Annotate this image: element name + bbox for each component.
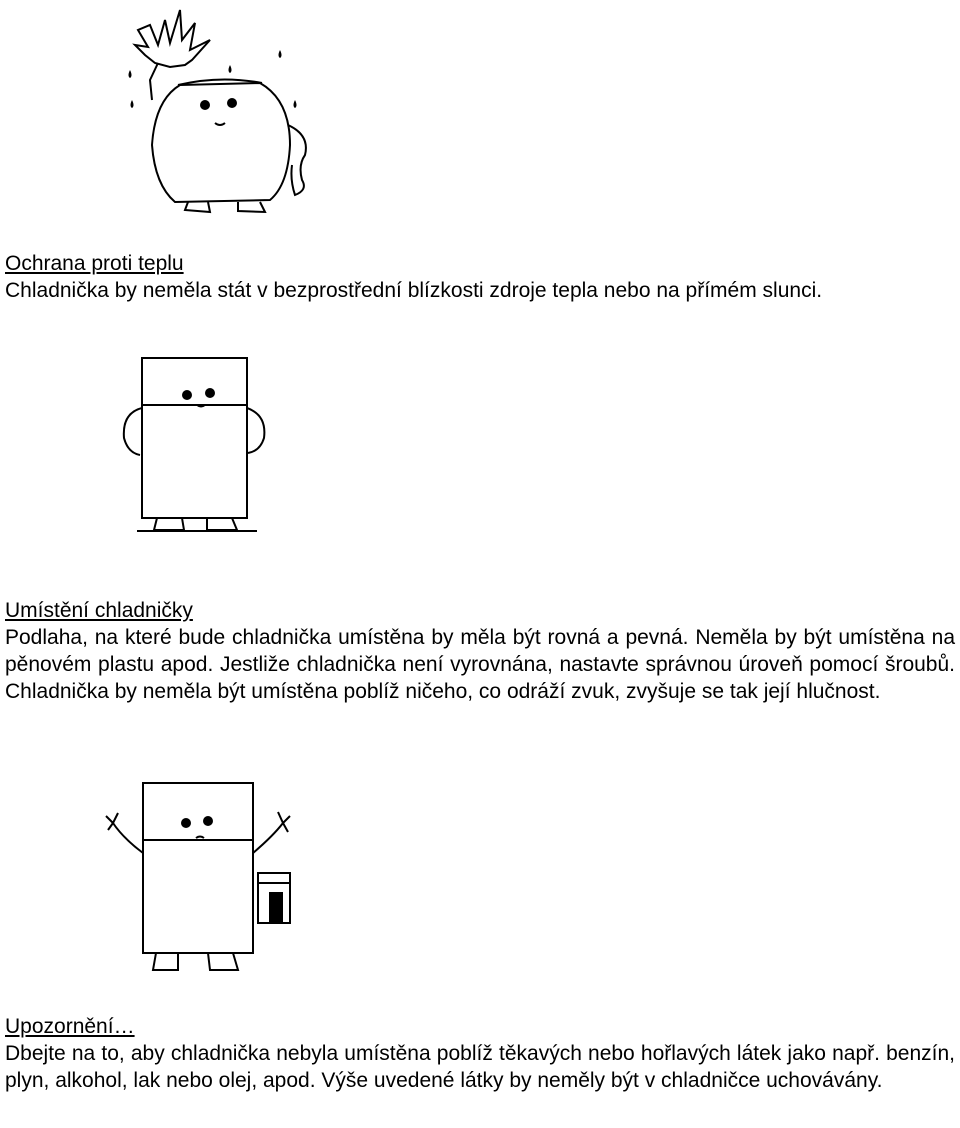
section-heading: Umístění chladničky — [5, 599, 193, 622]
section-heat — [5, 250, 955, 304]
section-heading: Upozornění… — [5, 1015, 135, 1038]
fridge-near-flammables-icon — [98, 778, 308, 983]
section-text: Chladnička by neměla stát v bezprostřední blízkosti zdroje tepla nebo na přímém slunci. — [5, 279, 823, 302]
section-text: Podlaha, na které bude chladnička umístěna by měla být rovná a pevná. Neměla by být umístěna na pěnovém plastu apod. Jestliže chladnička není vyrovnána, nastavte správnou úroveň pomocí šroubů. Chladnička by neměla být umístěna poblíž ničeho, co odráží zvuk, zvyšuje se tak její hlučnost. — [5, 626, 955, 703]
level-fridge-icon — [112, 343, 282, 543]
section-heading: Ochrana proti teplu — [5, 252, 184, 275]
section-warning — [5, 1013, 955, 1094]
section-text: Dbejte na to, aby chladnička nebyla umístěna poblíž těkavých nebo hořlavých látek jako např. benzín, plyn, alkohol, lak nebo olej, apod. Výše uvedené látky by neměly být v chladničce uchovávány. — [5, 1042, 955, 1092]
fridge-in-heat-icon — [110, 5, 330, 220]
section-placement — [5, 597, 955, 705]
